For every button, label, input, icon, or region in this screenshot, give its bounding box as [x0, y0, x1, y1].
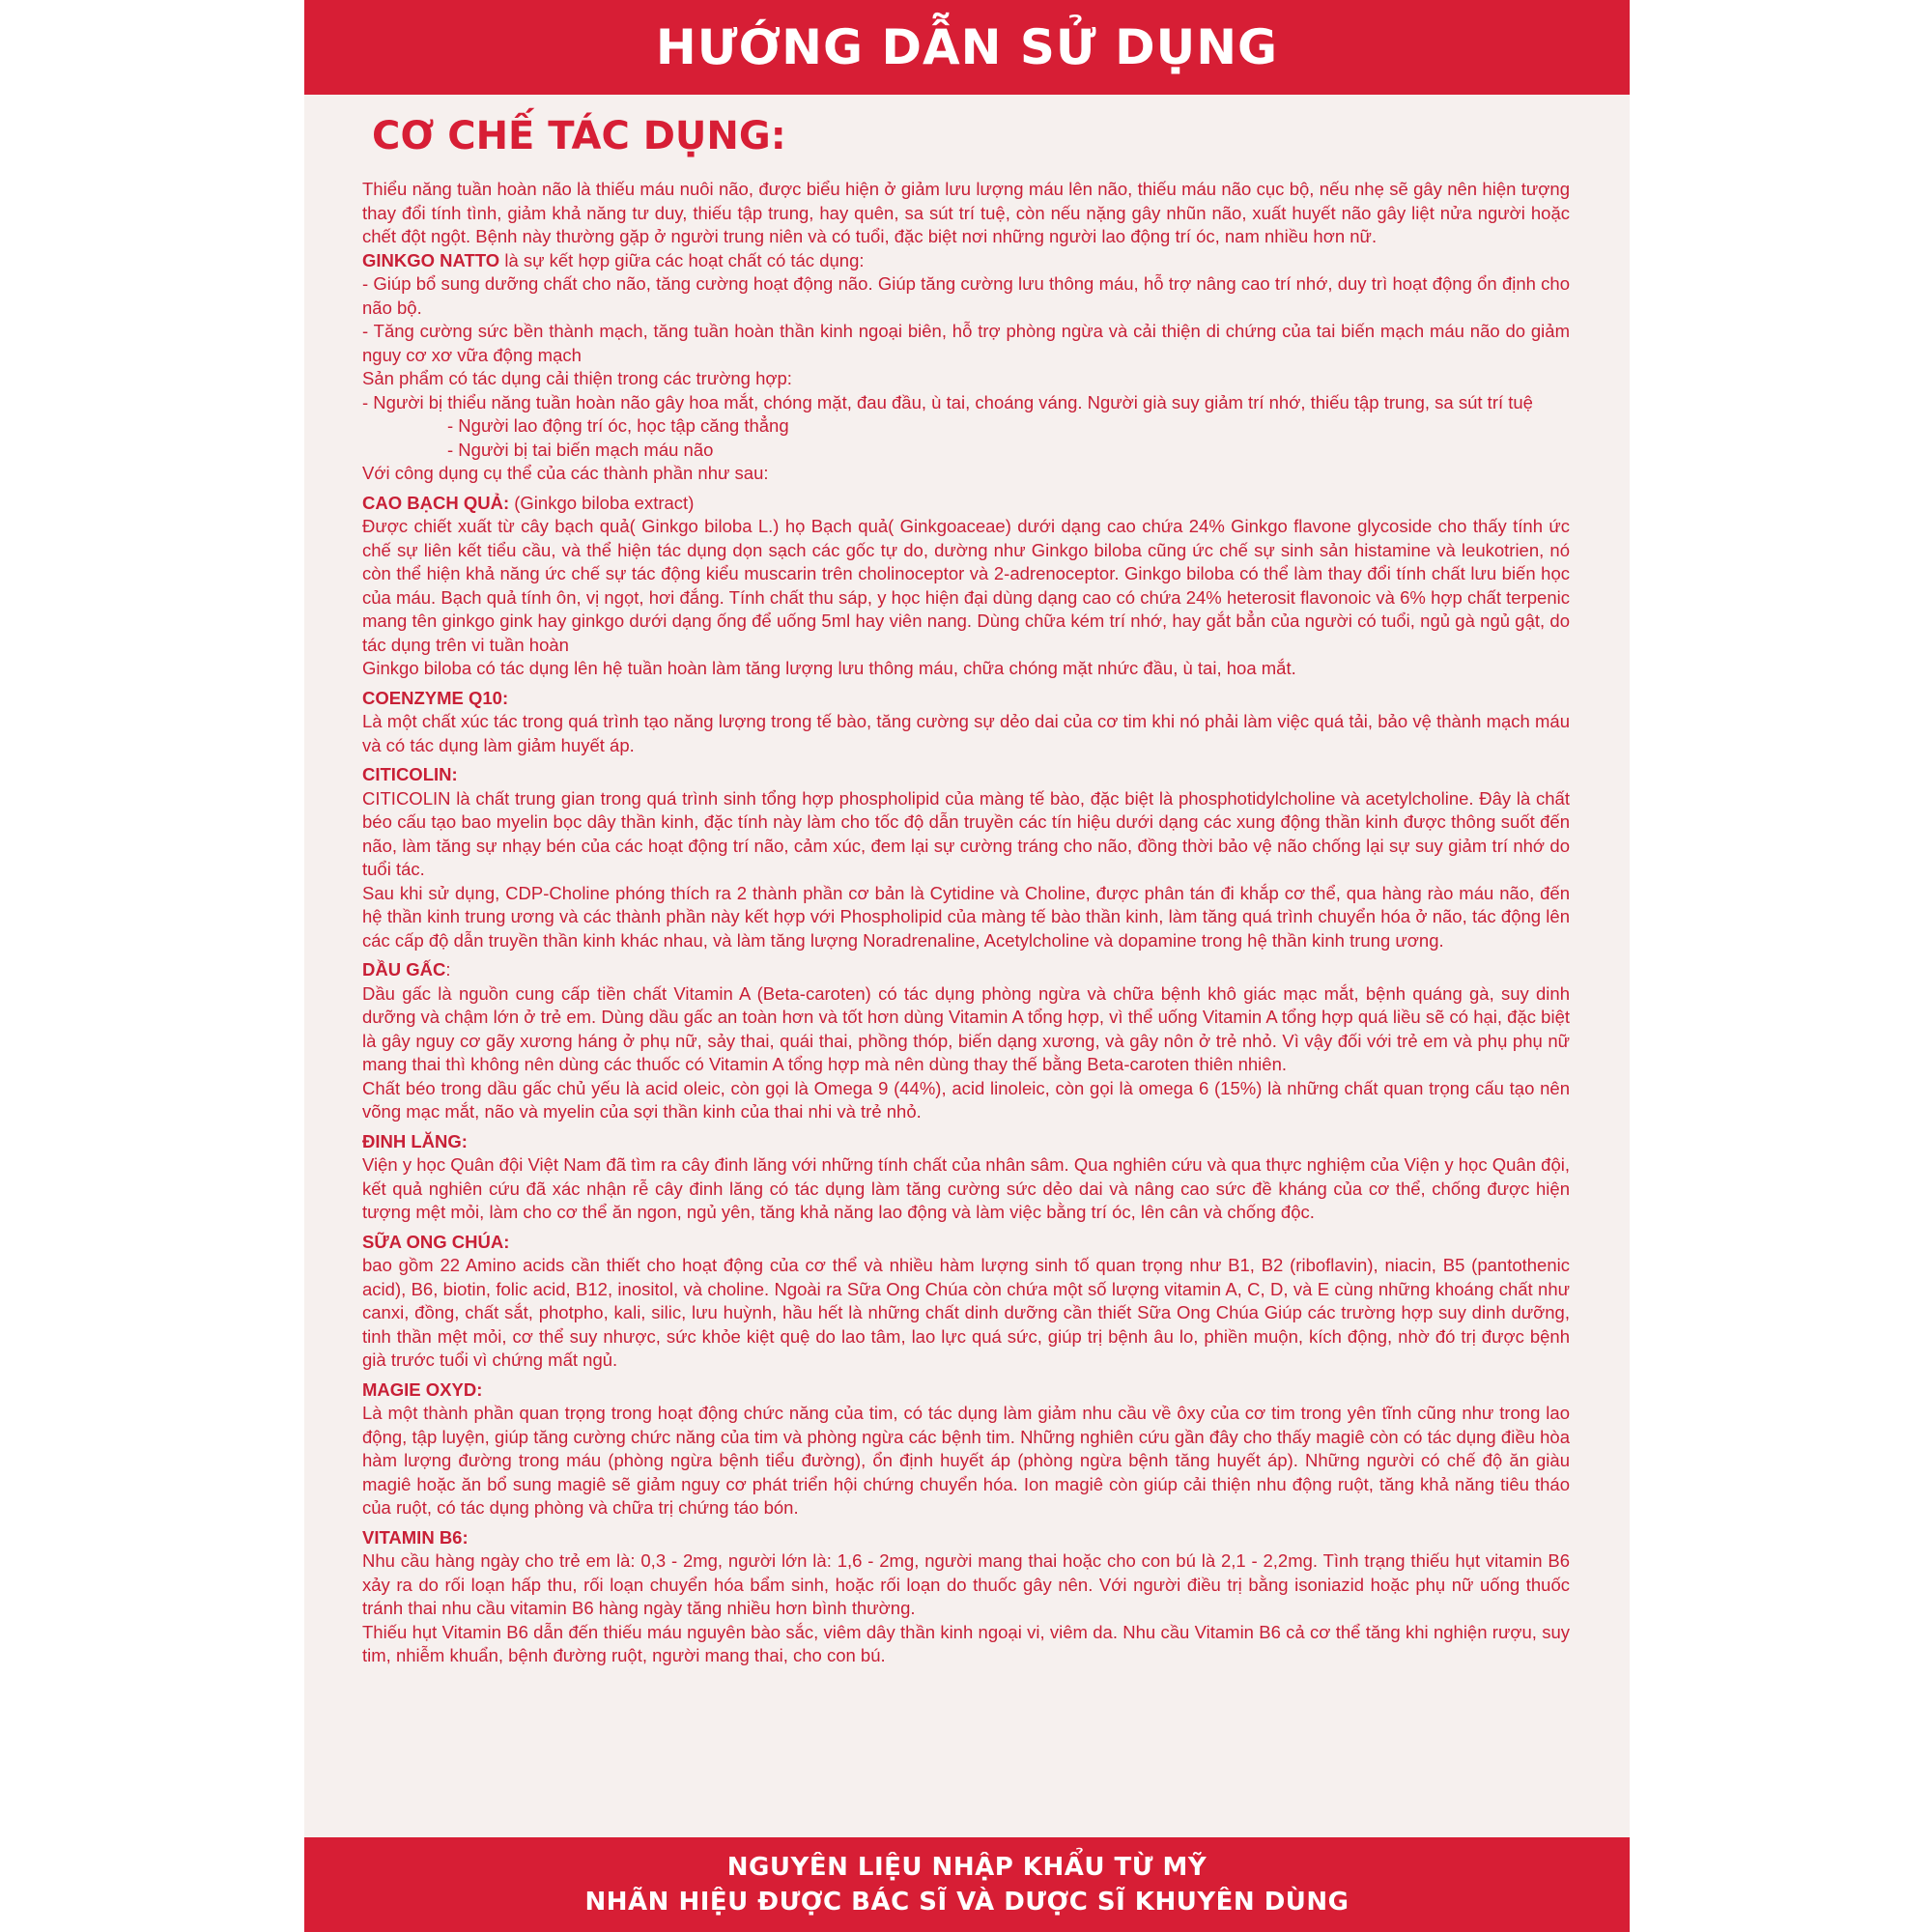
intro-paragraph: Thiểu năng tuần hoàn não là thiếu máu nuôi não, được biểu hiện ở giảm lưu lượng máu lên não, thiếu máu não cục bộ, nếu nhẹ sẽ gây nên hiện tượng thay đổi tính tình, giảm khả năng tư duy, thiếu tập trung, hay quên, sa sút trí tuệ, còn nếu nặng gây nhũn não, xuất huyết não gây liệt nửa người hoặc chết đột ngột. Bệnh này thường gặp ở người trung niên và có tuổi, đặc biệt nơi những người lao động trí óc, nam nhiều hơn nữ. — [362, 179, 1570, 246]
coenzyme-title: COENZYME Q10: — [362, 687, 509, 708]
citicolin-paragraph-2: Sau khi sử dụng, CDP-Choline phóng thích ra 2 thành phần cơ bản là Cytidine và Choline, được phân tán đi khắp cơ thể, qua hàng rào máu não, đến hệ thần kinh trung ương và các thành phần này kết hợp với Phospholipid của màng tế bào thần kinh, làm tăng quá trình chuyển hóa ở não, tác động lên các cấp độ dẫn truyền thần kinh khác nhau, và làm tăng lượng Noradrenaline, Acetylcholine và dopamine trong hệ thần kinh trung ương. — [362, 882, 1570, 951]
vitamin-b6-paragraph-2: Thiếu hụt Vitamin B6 dẫn đến thiếu máu nguyên bào sắc, viêm dây thần kinh ngoại vi, viêm da. Nhu cầu Vitamin B6 cả cơ thể tăng khi nghiện rượu, suy tim, nhiễm khuẩn, bệnh đường ruột, người mang thai, cho con bú. — [362, 1621, 1570, 1665]
magie-oxyd-paragraph: Là một thành phần quan trọng trong hoạt động chức năng của tim, có tác dụng làm giảm nhu cầu về ôxy của cơ tim trong yên tĩnh cũng như trong lao động, tập luyện, giúp tăng cường chức năng của tim và phòng ngừa các bệnh tim. Những nghiên cứu gần đây cho thấy magiê còn có tác dụng điều hòa hàm lượng đường trong máu (phòng ngừa bệnh tiểu đường), ổn định huyết áp (phòng ngừa bệnh tăng huyết áp). Những người có chế độ ăn giàu magiê hoặc ăn bổ sung magiê sẽ giảm nguy cơ phát triển hội chứng chuyển hóa. Ion magiê còn giúp cải thiện nhu động ruột, tăng khả năng tiêu tháo của ruột, có tác dụng phòng và chữa trị chứng táo bón. — [362, 1403, 1570, 1518]
citicolin-paragraph-1: CITICOLIN là chất trung gian trong quá trình sinh tổng hợp phospholipid của màng tế bào, đặc biệt là phosphotidylcholine và acetylcholine. Đây là chất béo cấu tạo bao myelin bọc dây thần kinh, đặc tính này làm cho tốc độ dẫn truyền các tín hiệu dưới dạng các xung động thần kinh được thông suốt đến não, làm tăng sự nhạy bén của các hoạt động trí não, cảm xúc, đem lại sự cường tráng cho não, đồng thời bảo vệ não chống lại sự suy giảm trí nhớ do tuổi tác. — [362, 787, 1570, 879]
ginkgo-natto-case-1: - Người bị thiểu năng tuần hoàn não gây hoa mắt, chóng mặt, đau đầu, ù tai, choáng váng. Người già suy giảm trí nhớ, thiếu tập trung, sa sút trí tuệ — [362, 391, 1533, 412]
footer-line-1: NGUYÊN LIỆU NHẬP KHẨU TỪ MỸ — [726, 1853, 1208, 1882]
ginkgo-natto-line — [362, 249, 1570, 273]
leaflet-sheet — [304, 0, 1630, 1932]
dau-gac-paragraph-1: Dầu gấc là nguồn cung cấp tiền chất Vitamin A (Beta-caroten) có tác dụng phòng ngừa và chữa bệnh khô giác mạc mắt, bệnh quáng gà, suy dinh dưỡng và chậm lớn ở trẻ em. Dùng dầu gấc an toàn hơn và tốt hơn dùng Vitamin A tổng hợp, vì thể uống Vitamin A tổng hợp quá liều sẽ có hại, đặc biệt là gây nguy cơ gãy xương háng ở phụ nữ, sảy thai, quái thai, phồng thóp, biến dạng xương, và gây nôn ở trẻ nhỏ. Vì vậy đối với trẻ em và phụ phụ nữ mang thai thì không nên dùng các thuốc có Vitamin A tổng hợp mà nên dùng thay thế bằng Beta-caroten thiên nhiên. — [362, 982, 1570, 1074]
ginkgo-natto-components-intro: Với công dụng cụ thể của các thành phần như sau: — [362, 463, 769, 483]
cao-bach-qua-paragraph-1: Được chiết xuất từ cây bạch quả( Ginkgo biloba L.) họ Bạch quả( Ginkgoaceae) dưới dạng cao chứa 24% Ginkgo flavone glycoside cho thấy tính ức chế sự liên kết tiểu cầu, và thể hiện tác dụng dọn sạch các gốc tự do, dường như Ginkgo biloba cũng ức chế sự sinh sản histamine và leukotrien, nó còn thể hiện khả năng ức chế sự tác động kiểu muscarin trên cholinoceptor và 2-adrenoceptor. Ginkgo biloba có thể làm thay đổi tính chất lưu biến học của máu. Bạch quả tính ôn, vị ngọt, hơi đắng. Tính chất thu sáp, y học hiện đại dùng dạng cao có chứa 24% heterosit flavonoic và 6% hợp chất terpenic mang tên ginkgo gink hay ginkgo dưới dạng ống để uống 5ml hay viên nang. Dùng chữa kém trí nhớ, hay gắt bẳn của người có tuổi, ngủ gà ngủ gật, do tác dụng trên vi tuần hoàn — [362, 516, 1570, 655]
dau-gac-title-line — [362, 958, 1570, 982]
ginkgo-natto-title-tail: là sự kết hợp giữa các hoạt chất có tác dụng: — [499, 249, 865, 270]
ginkgo-natto-cases-intro: Sản phẩm có tác dụng cải thiện trong các trường hợp: — [362, 368, 792, 388]
cao-bach-qua-title: CAO BẠCH QUẢ: — [362, 492, 510, 513]
vitamin-b6-title: VITAMIN B6: — [362, 1526, 469, 1548]
ginkgo-natto-case-2: - Người lao động trí óc, học tập căng thẳng — [447, 415, 789, 436]
citicolin-title: CITICOLIN: — [362, 764, 458, 784]
ginkgo-natto-bullet-1: - Giúp bổ sung dưỡng chất cho não, tăng cường hoạt động não. Giúp tăng cường lưu thông máu, hỗ trợ nâng cao trí nhớ, duy trì hoạt động ổn định cho não bộ. — [362, 273, 1570, 318]
vitamin-b6-paragraph-1: Nhu cầu hàng ngày cho trẻ em là: 0,3 - 2mg, người lớn là: 1,6 - 2mg, người mang thai hoặc cho con bú là 2,1 - 2,2mg. Tình trạng thiếu hụt vitamin B6 xảy ra do rối loạn hấp thu, rối loạn chuyển hóa bẩm sinh, hoặc rối loạn do thuốc gây nên. Với người điều trị bằng isoniazid hoặc phụ nữ uống thuốc tránh thai nhu cầu vitamin B6 hàng ngày tăng nhiều hơn bình thường. — [362, 1550, 1570, 1618]
ginkgo-natto-case-3: - Người bị tai biến mạch máu não — [447, 439, 714, 460]
dinh-lang-paragraph: Viện y học Quân đội Việt Nam đã tìm ra cây đinh lăng với những tính chất của nhân sâm. Qua nghiên cứu và qua thực nghiệm của Viện y học Quân đội, kết quả nghiên cứu đã xác nhận rễ cây đinh lăng có tác dụng làm tăng cường sức dẻo dai và nâng cao sức đề kháng của cơ thể, chống được hiện tượng mệt mỏi, làm cho cơ thể ăn ngon, ngủ yên, tăng khả năng lao động và làm việc bằng trí óc, lên cân và chống độc. — [362, 1154, 1570, 1222]
dau-gac-paragraph-2: Chất béo trong dầu gấc chủ yếu là acid oleic, còn gọi là Omega 9 (44%), acid linoleic, còn gọi là omega 6 (15%) là những chất quan trọng cấu tạo nên võng mạc mắt, não và myelin của sợi thần kinh của thai nhi và trẻ nhỏ. — [362, 1077, 1570, 1122]
document-body — [362, 178, 1570, 1668]
cao-bach-qua-title-tail: (Ginkgo biloba extract) — [509, 492, 695, 513]
ginkgo-natto-title: GINKGO NATTO — [362, 249, 500, 270]
sua-ong-chua-title: SỮA ONG CHÚA: — [362, 1231, 510, 1252]
cao-bach-qua-title-line — [362, 492, 1570, 516]
footer-line-2: NHÃN HIỆU ĐƯỢC BÁC SĨ VÀ DƯỢC SĨ KHUYÊN DÙNG — [584, 1888, 1350, 1917]
dau-gac-title-tail: : — [445, 959, 451, 980]
sua-ong-chua-paragraph: bao gồm 22 Amino acids cần thiết cho hoạt động của cơ thể và nhiều hàm lượng sinh tố quan trọng như B1, B2 (riboflavin), niacin, B5 (pantothenic acid), B6, biotin, folic acid, B12, inositol, và choline. Ngoài ra Sữa Ong Chúa còn chứa một số lượng vitamin A, C, D, và E cùng những khoáng chất như canxi, đồng, chất sắt, photpho, kali, silic, lưu huỳnh, hầu hết là những chất dinh dưỡng cần thiết Sữa Ong Chúa Giúp các trường hợp suy dinh dưỡng, tinh thần mệt mỏi, cơ thể suy nhược, sức khỏe kiệt quệ do lao tâm, lao lực quá sức, giúp trị bệnh âu lo, phiền muộn, kích động, nhờ đó trị được bệnh già trước tuổi vì chứng mất ngủ. — [362, 1255, 1570, 1370]
ginkgo-natto-bullet-2: - Tăng cường sức bền thành mạch, tăng tuần hoàn thần kinh ngoại biên, hỗ trợ phòng ngừa và cải thiện di chứng của tai biến mạch máu não do giảm nguy cơ xơ vữa động mạch — [362, 321, 1570, 365]
cao-bach-qua-paragraph-2: Ginkgo biloba có tác dụng lên hệ tuần hoàn làm tăng lượng lưu thông máu, chữa chóng mặt nhức đầu, ù tai, hoa mắt. — [362, 658, 1296, 678]
header-band — [304, 0, 1630, 95]
dau-gac-title: DẦU GẤC — [362, 959, 446, 980]
dinh-lang-title: ĐINH LĂNG: — [362, 1130, 468, 1151]
magie-oxyd-title: MAGIE OXYD: — [362, 1378, 483, 1400]
page-title: HƯỚNG DẪN SỬ DỤNG — [655, 19, 1279, 75]
section-heading: CƠ CHẾ TÁC DỤNG: — [372, 114, 786, 158]
footer-band — [304, 1837, 1630, 1932]
coenzyme-paragraph: Là một chất xúc tác trong quá trình tạo năng lượng trong tế bào, tăng cường sự dẻo dai của cơ tim khi nó phải làm việc quá tải, bảo vệ thành mạch máu và có tác dụng làm giảm huyết áp. — [362, 711, 1570, 755]
